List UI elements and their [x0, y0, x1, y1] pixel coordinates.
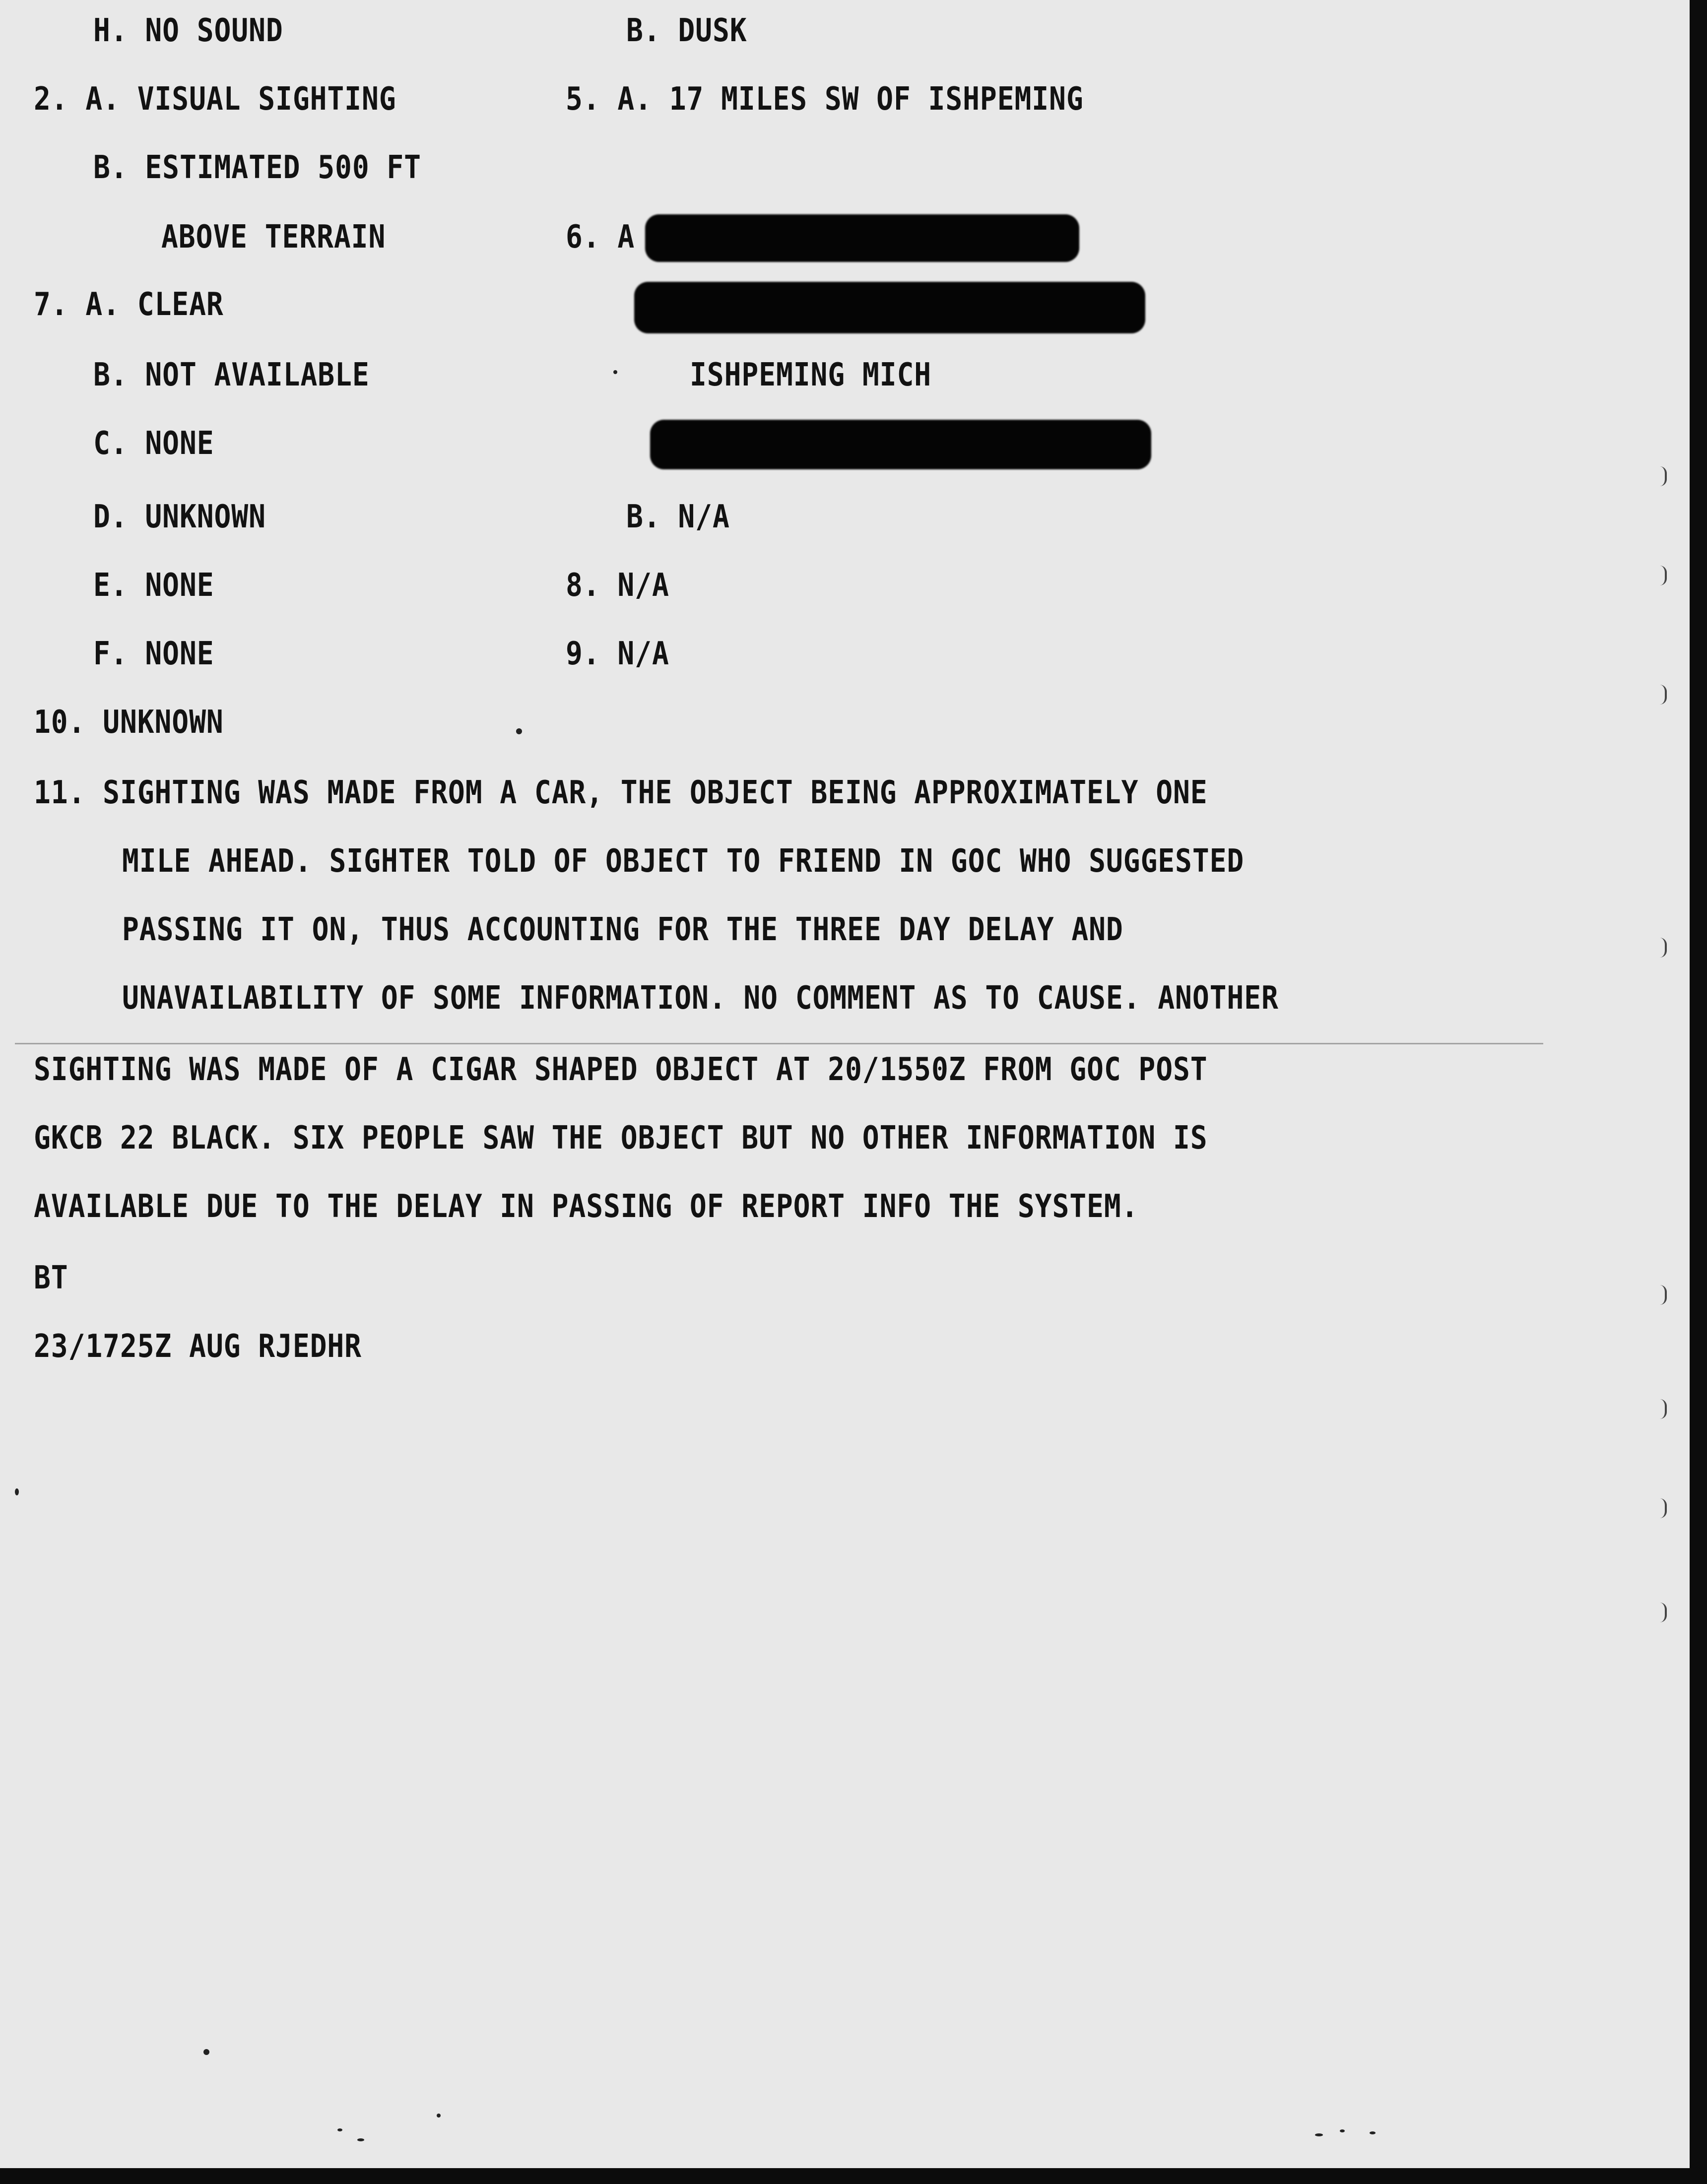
dust-speck: [1315, 2133, 1323, 2136]
scan-edge-right: [1690, 0, 1707, 2184]
item-6-label: 6. A: [566, 219, 635, 256]
location-line: ISHPEMING MICH: [690, 357, 932, 393]
item-8-line: 8. N/A: [566, 567, 669, 604]
redaction-bar: [645, 214, 1079, 262]
date-time-group: 23/1725Z AUG RJEDHR: [34, 1328, 362, 1365]
dust-speck: [357, 2138, 364, 2141]
item-7c-line: C. NONE: [93, 425, 214, 462]
margin-mark: [1660, 938, 1667, 958]
redaction-bar: [650, 420, 1151, 469]
item-7f-line: F. NONE: [93, 636, 214, 672]
narrative-line: PASSING IT ON, THUS ACCOUNTING FOR THE THREE DAY DELAY AND: [122, 911, 1123, 948]
margin-mark: [1660, 1603, 1667, 1622]
narrative-line: 11. SIGHTING WAS MADE FROM A CAR, THE OBJECT BEING APPROXIMATELY ONE: [34, 774, 1208, 811]
item-9-line: 9. N/A: [566, 636, 669, 672]
item-10-line: 10. UNKNOWN: [34, 704, 224, 741]
dust-speck: [203, 2049, 209, 2055]
item-2a-line: 2. A. VISUAL SIGHTING: [34, 81, 396, 118]
page-fold-line: [15, 1043, 1543, 1044]
item-2b-line: B. ESTIMATED 500 FT: [93, 149, 421, 186]
margin-mark: [1660, 1498, 1667, 1518]
break-marker: BT: [34, 1260, 68, 1296]
dust-speck: [437, 2114, 441, 2118]
scan-edge-bottom: [0, 2168, 1707, 2184]
dust-speck: [337, 2128, 342, 2131]
bleed-through: [40, 1245, 1479, 1267]
item-b-na: B. N/A: [626, 499, 730, 535]
margin-mark: [1660, 1399, 1667, 1419]
item-7b-line: B. NOT AVAILABLE: [93, 357, 370, 393]
margin-mark: [1660, 566, 1667, 585]
item-5a-line: 5. A. 17 MILES SW OF ISHPEMING: [566, 81, 1084, 118]
narrative-line: MILE AHEAD. SIGHTER TOLD OF OBJECT TO FRIEND IN GOC WHO SUGGESTED: [122, 843, 1245, 880]
narrative-line: UNAVAILABILITY OF SOME INFORMATION. NO COMMENT AS TO CAUSE. ANOTHER: [122, 980, 1279, 1017]
item-h-line: H. NO SOUND: [93, 12, 283, 49]
item-7e-line: E. NONE: [93, 567, 214, 604]
narrative-line: AVAILABLE DUE TO THE DELAY IN PASSING OF REPORT INFO THE SYSTEM.: [34, 1188, 1139, 1225]
dust-speck: [613, 370, 617, 374]
item-7a-line: 7. A. CLEAR: [34, 286, 224, 323]
margin-mark: [1660, 685, 1667, 705]
dust-speck: [516, 728, 522, 734]
item-7d-line: D. UNKNOWN: [93, 499, 266, 535]
narrative-line: SIGHTING WAS MADE OF A CIGAR SHAPED OBJECT AT 20/1550Z FROM GOC POST: [34, 1051, 1208, 1088]
dust-speck: [1370, 2131, 1376, 2134]
narrative-line: GKCB 22 BLACK. SIX PEOPLE SAW THE OBJECT BUT NO OTHER INFORMATION IS: [34, 1120, 1208, 1156]
item-b-dusk: B. DUSK: [626, 12, 747, 49]
margin-mark: [1660, 466, 1667, 486]
dust-speck: [15, 1488, 19, 1495]
redaction-bar: [634, 282, 1145, 333]
dust-speck: [1340, 2129, 1345, 2132]
item-2b-cont: ABOVE TERRAIN: [161, 219, 386, 256]
margin-mark: [1660, 1285, 1667, 1305]
